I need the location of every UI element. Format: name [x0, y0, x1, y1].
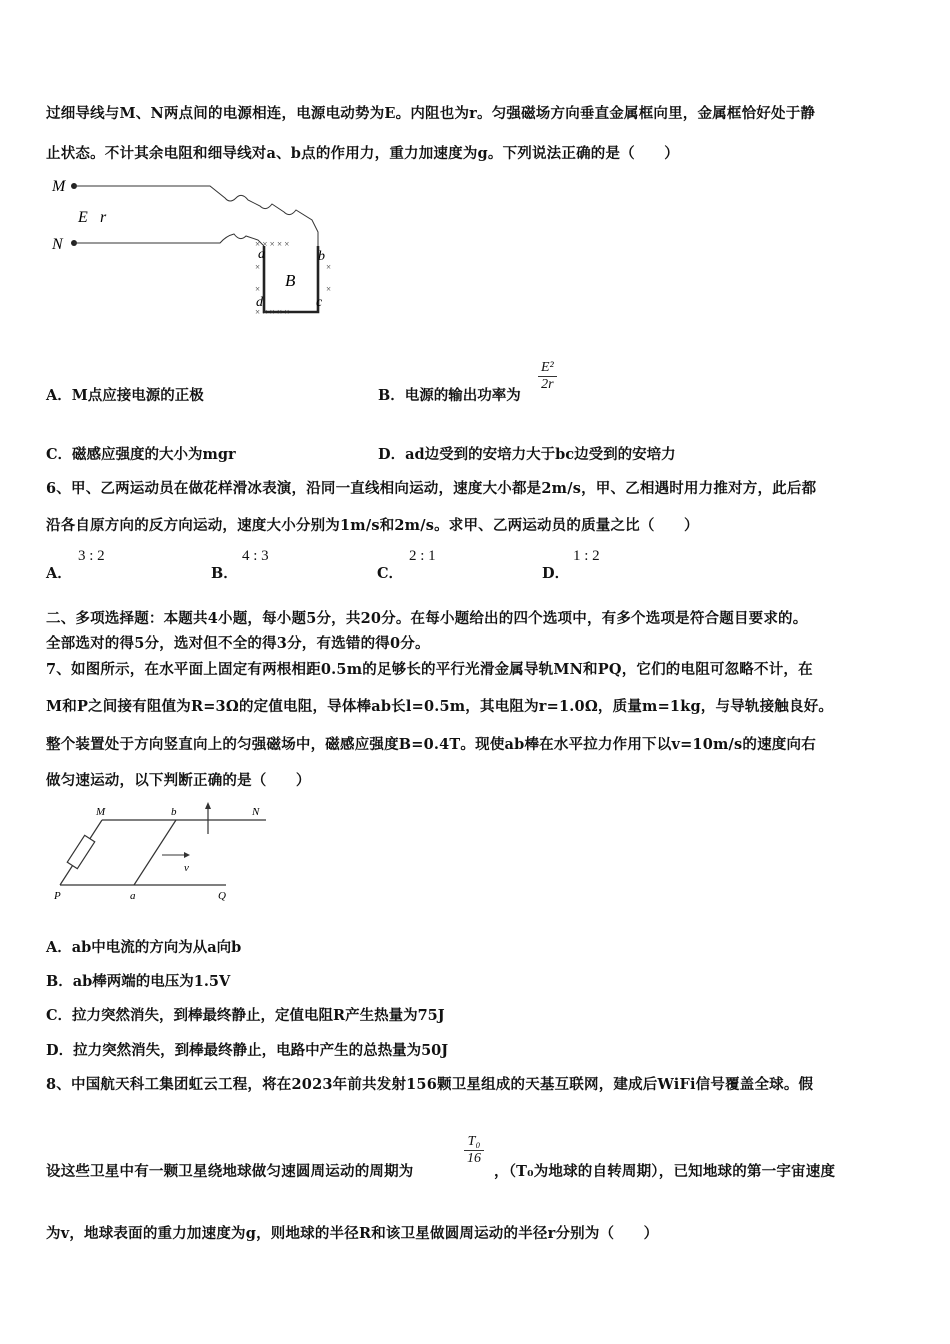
- q5-circuit-figure: [50, 172, 350, 322]
- q7-option-b[interactable]: B．ab棒两端的电压为1.5V: [46, 973, 231, 990]
- q8-stem-line2a: 设这些卫星中有一颗卫星绕地球做匀速圆周运动的周期为: [46, 1163, 414, 1180]
- resistor-r: [67, 835, 94, 868]
- section2-heading-line1: 二、多项选择题：本题共4小题，每小题5分，共20分。在每小题给出的四个选项中，有多个选项是符合题目要求的。: [46, 610, 808, 627]
- q6-option-b-ratio: 4 : 3: [242, 548, 269, 564]
- label-v: v: [184, 862, 189, 874]
- wire-n: [74, 234, 264, 246]
- q6-option-d[interactable]: [542, 562, 569, 583]
- label-q: Q: [218, 890, 226, 902]
- svg-text:× × × × ×: × × × × ×: [255, 307, 290, 317]
- q7-stem-line3: 整个装置处于方向竖直向上的匀强磁场中，磁感应强度B=0.4T。现使ab棒在水平拉力作用下以v=10m/s的速度向右: [46, 736, 816, 753]
- label-b: b: [318, 249, 325, 264]
- svg-text:×: ×: [255, 284, 261, 294]
- label-p: P: [54, 890, 61, 902]
- q6-option-c[interactable]: [377, 562, 403, 583]
- q6-stem-line1: 6、甲、乙两运动员在做花样滑冰表演，沿同一直线相向运动，速度大小都是2m/s，甲、乙相遇时用力推对方，此后都: [46, 480, 817, 497]
- q8-stem-line3: 为v，地球表面的重力加速度为g，则地球的半径R和该卫星做圆周运动的半径r分别为（ ）: [46, 1225, 659, 1242]
- q5-stem-line1: 过细导线与M、N两点间的电源相连，电源电动势为E。内阻也为r。匀强磁场方向垂直金属框向里，金属框恰好处于静: [46, 105, 816, 122]
- section2-heading-line2: 全部选对的得5分，选对但不全的得3分，有选错的得0分。: [46, 635, 430, 652]
- q7-stem-line2: M和P之间接有阻值为R=3Ω的定值电阻，导体棒ab长l=0.5m，其电阻为r=1.0Ω，质量m=1kg，与导轨接触良好。: [46, 698, 834, 715]
- q8-period-fraction: [464, 1134, 484, 1167]
- q7-option-c[interactable]: C．拉力突然消失，到棒最终静止，定值电阻R产生热量为75J: [46, 1007, 445, 1024]
- q5-option-c[interactable]: C．磁感应强度的大小为mgr: [46, 446, 236, 463]
- label-r: r: [100, 209, 107, 226]
- q6-option-a-ratio: 3 : 2: [78, 548, 105, 564]
- label-m: M: [96, 806, 106, 818]
- svg-text:×: ×: [326, 262, 332, 272]
- q8-stem-line2b: ，（T₀为地球的自转周期），已知地球的第一宇宙速度: [494, 1163, 836, 1180]
- rod-ab: [134, 820, 176, 885]
- q7-option-d[interactable]: D．拉力突然消失，到棒最终静止，电路中产生的总热量为50J: [46, 1042, 449, 1059]
- q5-option-b-fraction: [538, 360, 557, 393]
- label-field-b: B: [285, 271, 296, 290]
- q6-option-b[interactable]: [211, 562, 238, 583]
- label-c: c: [316, 295, 323, 310]
- label-e: E: [78, 209, 88, 226]
- label-n: N: [252, 806, 260, 818]
- label-a: a: [130, 890, 136, 902]
- label-a: a: [258, 247, 265, 262]
- q8-stem-line1: 8、中国航天科工集团虹云工程，将在2023年前共发射156颗卫星组成的天基互联网，建成后WiFi信号覆盖全球。假: [46, 1076, 814, 1093]
- svg-text:× × × × ×: × × × × ×: [255, 239, 290, 249]
- q6-option-d-ratio: 1 : 2: [573, 548, 600, 564]
- wire-m: [74, 186, 318, 246]
- q6-stem-line2: 沿各自原方向的反方向运动，速度大小分别为1m/s和2m/s。求甲、乙两运动员的质量之比（ ）: [46, 517, 699, 534]
- option-letter: A．: [46, 565, 72, 582]
- fraction-denominator: 2r: [541, 377, 554, 392]
- label-n: N: [52, 236, 63, 253]
- q7-rail-figure: [50, 800, 280, 910]
- label-b: b: [171, 806, 177, 818]
- q7-stem-line1: 7、如图所示，在水平面上固定有两根相距0.5m的足够长的平行光滑金属导轨MN和PQ，它们的电阻可忽略不计，在: [46, 661, 813, 678]
- option-letter: D．: [542, 565, 570, 582]
- q7-stem-line4: 做匀速运动，以下判断正确的是（ ）: [46, 772, 311, 789]
- fraction-numerator: T₀: [464, 1134, 484, 1151]
- svg-text:×: ×: [326, 284, 332, 294]
- option-letter: C．: [377, 565, 404, 582]
- velocity-arrow-head: [184, 852, 190, 858]
- option-letter: B．: [211, 565, 238, 582]
- label-d: d: [256, 295, 263, 310]
- fraction-numerator: E²: [538, 360, 557, 377]
- field-arrow-head: [205, 802, 211, 809]
- q5-stem-line2: 止状态。不计其余电阻和细导线对a、b点的作用力，重力加速度为g。下列说法正确的是（ ）: [46, 145, 679, 162]
- q5-option-d[interactable]: D．ad边受到的安培力大于bc边受到的安培力: [378, 446, 676, 463]
- q5-option-a[interactable]: A．M点应接电源的正极: [46, 387, 204, 404]
- fraction-denominator: 16: [467, 1151, 481, 1166]
- label-m: M: [52, 178, 66, 195]
- svg-text:×: ×: [255, 262, 261, 272]
- q7-option-a[interactable]: A．ab中电流的方向为从a向b: [46, 939, 242, 956]
- q6-option-a[interactable]: [46, 562, 72, 583]
- q6-option-c-ratio: 2 : 1: [409, 548, 436, 564]
- q5-option-b[interactable]: B．电源的输出功率为: [378, 387, 521, 404]
